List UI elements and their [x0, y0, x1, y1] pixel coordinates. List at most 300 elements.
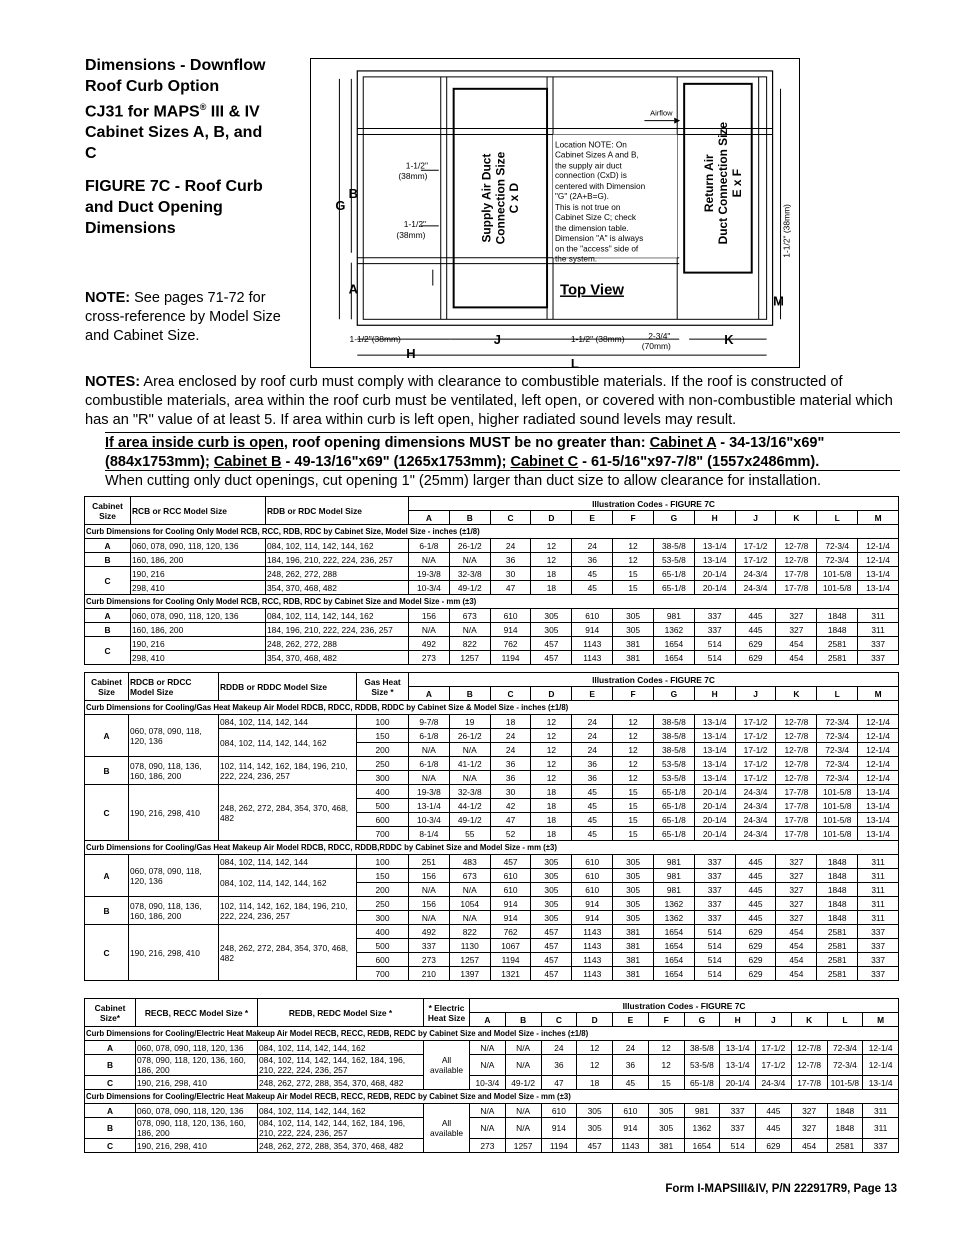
- table-cell: C: [85, 785, 129, 841]
- svg-text:2-3/4": 2-3/4": [648, 331, 671, 342]
- table-cell: 327: [776, 869, 817, 883]
- table-cell: F: [613, 511, 654, 525]
- table-cell: 078, 090, 118, 120, 136, 160, 186, 200: [136, 1118, 258, 1139]
- table-cell: 190, 216, 298, 410: [136, 1076, 258, 1090]
- table-cell: 454: [776, 939, 817, 953]
- table-cell: 12-1/4: [858, 553, 899, 567]
- table-cell: 914: [490, 623, 531, 637]
- table-cell: 53-5/8: [684, 1055, 720, 1076]
- table-cell: 15: [613, 799, 654, 813]
- svg-text:1-1/2" (38mm): 1-1/2" (38mm): [570, 334, 625, 345]
- table-cell: 32-3/8: [449, 785, 490, 799]
- table-cell: K: [776, 511, 817, 525]
- table-cell: N/A: [449, 883, 490, 897]
- table-cell: 914: [572, 911, 613, 925]
- table-cell: 36: [541, 1055, 577, 1076]
- table-cell: B: [85, 1118, 136, 1139]
- table-cell: 45: [572, 827, 613, 841]
- table-row: [85, 715, 899, 729]
- svg-text:(38mm): (38mm): [398, 171, 428, 182]
- svg-text:Airflow: Airflow: [650, 108, 673, 118]
- table-cell: 381: [648, 1139, 684, 1153]
- svg-text:connection (CxD) is: connection (CxD) is: [555, 171, 627, 181]
- table-cell: 12: [648, 1041, 684, 1055]
- table-cell: 156: [409, 609, 450, 623]
- table-cell: 17-1/2: [735, 743, 776, 757]
- table-cell: 184, 196, 210, 222, 224, 236, 257: [266, 623, 409, 637]
- table-cell: 629: [735, 925, 776, 939]
- table-cell: 1362: [653, 897, 694, 911]
- table-cell: 327: [776, 609, 817, 623]
- table-cell: 305: [531, 897, 572, 911]
- label-j: J: [493, 332, 501, 348]
- table-cell: 6-1/8: [409, 757, 450, 771]
- notes-paragraph: NOTES: Area enclosed by roof curb must comply with clearance to combustible materials. If the roof is constructed of combustible materials, area within the roof curb must be ventilated, left open, or covered with non-combustible material which has an "R" value of at least 5. If area within curb is left open, higher radiated sound levels may result.: [85, 374, 893, 428]
- table-cell: 914: [572, 623, 613, 637]
- table-cell: 190, 216, 298, 410: [129, 925, 219, 981]
- table-cell: 12-1/4: [863, 1041, 899, 1055]
- table-cell: N/A: [409, 883, 450, 897]
- label-k: K: [724, 332, 734, 348]
- table-cell: 45: [572, 785, 613, 799]
- table-cell: N/A: [505, 1104, 541, 1118]
- table-cell: 084, 102, 114, 142, 144, 162: [219, 869, 357, 897]
- table-cell: 445: [756, 1118, 792, 1139]
- table-cell: 13-1/4: [858, 581, 899, 595]
- table-cell: 610: [572, 855, 613, 869]
- table-cell: 24-3/4: [735, 581, 776, 595]
- table-cell: 38-5/8: [653, 539, 694, 553]
- table-cell: 17-1/2: [735, 757, 776, 771]
- table-cell: 12: [648, 1055, 684, 1076]
- table-cell: 337: [858, 939, 899, 953]
- table-cell: 311: [858, 883, 899, 897]
- table-cell: 24: [572, 743, 613, 757]
- table-cell: 311: [858, 609, 899, 623]
- return-duct-label: [702, 122, 744, 245]
- table-cell: 084, 102, 114, 142, 144, 162, 184, 196, 210, 222, 224, 236, 257: [258, 1055, 424, 1076]
- table-cell: 300: [357, 911, 409, 925]
- table-cell: 673: [449, 609, 490, 623]
- table-cell: 12: [613, 743, 654, 757]
- table-cell: 17-1/2: [735, 715, 776, 729]
- table-cell: 2581: [817, 953, 858, 967]
- table-cell: 13-1/4: [858, 785, 899, 799]
- table-cell: 200: [357, 883, 409, 897]
- table-cell: 36: [490, 771, 531, 785]
- table-row: [85, 609, 899, 623]
- top-view-label: Top View: [559, 282, 624, 299]
- table-cell: 45: [572, 813, 613, 827]
- table-cell: A: [85, 1104, 136, 1118]
- table-cell: J: [735, 687, 776, 701]
- table-cell: 445: [735, 609, 776, 623]
- table-row: [85, 581, 899, 595]
- table-cell: 12: [531, 715, 572, 729]
- table-cell: 13-1/4: [694, 757, 735, 771]
- table-cell: 6-1/8: [409, 729, 450, 743]
- table-cell: 610: [490, 869, 531, 883]
- table-cell: 24: [541, 1041, 577, 1055]
- table-cell: L: [817, 687, 858, 701]
- table-cell: 337: [694, 609, 735, 623]
- table-cell: 190, 216: [131, 567, 266, 581]
- table-cell: 311: [858, 897, 899, 911]
- table-cell: 12: [613, 771, 654, 785]
- table-cell: F: [613, 687, 654, 701]
- svg-text:C x D: C x D: [507, 182, 522, 214]
- table-cell: 2581: [817, 939, 858, 953]
- table-cell: 1654: [653, 637, 694, 651]
- table-cell: 337: [694, 869, 735, 883]
- table-cell: 629: [735, 637, 776, 651]
- table-cell: 629: [756, 1139, 792, 1153]
- table-cell: 15: [613, 785, 654, 799]
- table-cell: 18: [531, 799, 572, 813]
- table-cell: 445: [735, 623, 776, 637]
- table-cell: 084, 102, 114, 142, 144, 162, 184, 196, 210, 222, 224, 236, 257: [258, 1118, 424, 1139]
- table-cell: 24: [490, 743, 531, 757]
- table-cell: 24: [490, 729, 531, 743]
- table-cell: 36: [613, 1055, 649, 1076]
- table-row: [85, 1076, 899, 1090]
- table-cell: B: [85, 553, 131, 567]
- table-cell: H: [694, 511, 735, 525]
- table-cell: 454: [776, 637, 817, 651]
- table-cell: 445: [735, 897, 776, 911]
- table-cell: 248, 262, 272, 284, 354, 370, 468, 482: [219, 925, 357, 981]
- table-cell: 12: [531, 743, 572, 757]
- table-cell: 17-1/2: [735, 553, 776, 567]
- figure-title: FIGURE 7C - Roof Curb and Duct Opening Dimensions: [85, 178, 263, 237]
- table-cell: 311: [858, 855, 899, 869]
- table-cell: C: [85, 925, 129, 981]
- table-cell: 514: [694, 953, 735, 967]
- table-cell: 1654: [653, 651, 694, 665]
- table-cell: 101-5/8: [827, 1076, 863, 1090]
- table-cell: 12: [531, 771, 572, 785]
- table-cell: 060, 078, 090, 118, 120, 136: [129, 855, 219, 897]
- table-cell: 445: [756, 1104, 792, 1118]
- table-cell: M: [858, 687, 899, 701]
- table-cell: 337: [694, 855, 735, 869]
- table-cell: N/A: [449, 623, 490, 637]
- table-cell: N/A: [505, 1055, 541, 1076]
- table-cell: C: [85, 1139, 136, 1153]
- page-title: Dimensions - Downflow Roof Curb Option CJ31 for MAPS® III & IV Cabinet Sizes A, B, and C: [85, 57, 266, 163]
- table-cell: 2581: [827, 1139, 863, 1153]
- table-cell: 20-1/4: [720, 1076, 756, 1090]
- table-cell: 305: [613, 609, 654, 623]
- table-cell: 400: [357, 785, 409, 799]
- table-cell: 084, 102, 114, 142, 144: [219, 855, 357, 869]
- table-cell: B: [85, 1055, 136, 1076]
- table-cell: 19: [449, 715, 490, 729]
- table-cell: 1143: [572, 651, 613, 665]
- table-cell: 822: [449, 637, 490, 651]
- table-cell: 24: [572, 729, 613, 743]
- table-cell: 13-1/4: [863, 1076, 899, 1090]
- table-cell: 17-7/8: [776, 581, 817, 595]
- table-cell: 454: [776, 967, 817, 981]
- table-cell: 72-3/4: [817, 553, 858, 567]
- table-cell: 354, 370, 468, 482: [266, 581, 409, 595]
- table-cell: 190, 216, 298, 410: [136, 1139, 258, 1153]
- table-cell: 12-1/4: [858, 539, 899, 553]
- table-cell: A: [85, 855, 129, 897]
- table-cell: B: [449, 511, 490, 525]
- table-cell: 20-1/4: [694, 827, 735, 841]
- svg-text:Dimension "A" is always: Dimension "A" is always: [555, 233, 644, 243]
- table-cell: N/A: [409, 743, 450, 757]
- table-cell: 084, 102, 114, 142, 144, 162: [258, 1041, 424, 1055]
- table-cell: N/A: [449, 911, 490, 925]
- table-cell: 1654: [653, 925, 694, 939]
- table-cell: C: [85, 1076, 136, 1090]
- table-cell: 1067: [490, 939, 531, 953]
- table-cell: 72-3/4: [817, 757, 858, 771]
- table-cell: 337: [694, 897, 735, 911]
- table-cell: 1362: [684, 1118, 720, 1139]
- table-cell: C: [541, 1013, 577, 1027]
- table-cell: N/A: [470, 1041, 506, 1055]
- table-cell: 914: [490, 911, 531, 925]
- table-cell: N/A: [470, 1055, 506, 1076]
- table-cell: 45: [572, 799, 613, 813]
- table-cell: 184, 196, 210, 222, 224, 236, 257: [266, 553, 409, 567]
- table-cell: 49-1/2: [449, 581, 490, 595]
- table-cell: 492: [409, 637, 450, 651]
- table-cell: 20-1/4: [694, 567, 735, 581]
- table-cell: All available: [424, 1041, 470, 1090]
- table-cell: 17-7/8: [776, 827, 817, 841]
- table-cell: 47: [490, 813, 531, 827]
- svg-text:1-1/2": 1-1/2": [405, 160, 429, 171]
- table-cell: 914: [490, 897, 531, 911]
- table-cell: B: [85, 623, 131, 637]
- table-cell: 18: [531, 813, 572, 827]
- table-cell: 101-5/8: [817, 813, 858, 827]
- table-cell: 1054: [449, 897, 490, 911]
- table-cell: 305: [613, 883, 654, 897]
- table-cell: 337: [858, 651, 899, 665]
- table-cell: 13-1/4: [409, 799, 450, 813]
- table-row: [85, 1139, 899, 1153]
- table-cell: 2581: [817, 637, 858, 651]
- table-cell: 36: [572, 553, 613, 567]
- table-row: [85, 785, 899, 799]
- table-cell: 12: [531, 729, 572, 743]
- table-cell: 15: [613, 827, 654, 841]
- table-cell: 1257: [449, 651, 490, 665]
- table-cell: 101-5/8: [817, 799, 858, 813]
- table-cell: 457: [490, 855, 531, 869]
- table-cell: 18: [577, 1076, 613, 1090]
- table-cell: 305: [531, 869, 572, 883]
- table-cell: 38-5/8: [653, 729, 694, 743]
- svg-text:Supply Air Duct: Supply Air Duct: [479, 153, 494, 243]
- table-cell: 9-7/8: [409, 715, 450, 729]
- table-cell: 762: [490, 637, 531, 651]
- table-cell: N/A: [505, 1118, 541, 1139]
- table-cell: 12-1/4: [858, 743, 899, 757]
- table-cell: 610: [541, 1104, 577, 1118]
- table-cell: N/A: [470, 1118, 506, 1139]
- table-cell: 24-3/4: [735, 799, 776, 813]
- svg-text:Cabinet Size C; check: Cabinet Size C; check: [555, 212, 637, 222]
- label-h: H: [406, 346, 416, 362]
- table-cell: 17-1/2: [735, 729, 776, 743]
- table-cell: 72-3/4: [827, 1055, 863, 1076]
- table-cell: 629: [735, 953, 776, 967]
- table-cell: B: [85, 897, 129, 925]
- table-cell: 17-7/8: [791, 1076, 827, 1090]
- table-row: [85, 1118, 899, 1139]
- table-cell: 610: [490, 883, 531, 897]
- table-cell: A: [409, 511, 450, 525]
- table-cell: 445: [735, 855, 776, 869]
- table-cell: 53-5/8: [653, 771, 694, 785]
- table-cell: 24-3/4: [735, 827, 776, 841]
- table-cell: 500: [357, 799, 409, 813]
- table-cell: L: [827, 1013, 863, 1027]
- table-cell: E: [572, 687, 613, 701]
- table-cell: 251: [409, 855, 450, 869]
- table-cell: 610: [490, 609, 531, 623]
- svg-text:This is not true on: This is not true on: [555, 203, 621, 213]
- table-cell: 13-1/4: [720, 1055, 756, 1076]
- table-cell: 12-7/8: [776, 743, 817, 757]
- table-cell: 13-1/4: [694, 729, 735, 743]
- table-cell: 483: [449, 855, 490, 869]
- table-cell: 10-3/4: [470, 1076, 506, 1090]
- table-cell: C: [85, 637, 131, 665]
- table-cell: 610: [572, 609, 613, 623]
- table-cell: 327: [791, 1104, 827, 1118]
- svg-text:on the "access" side of: on the "access" side of: [555, 244, 639, 254]
- table-cell: 65-1/8: [653, 581, 694, 595]
- table-cell: B: [85, 757, 129, 785]
- roof-curb-diagram: [310, 58, 800, 368]
- table-cell: 514: [694, 925, 735, 939]
- table-cell: 078, 090, 118, 120, 136, 160, 186, 200: [136, 1055, 258, 1076]
- table-cell: 514: [694, 967, 735, 981]
- table-cell: 100: [357, 715, 409, 729]
- table-cell: 12-7/8: [791, 1055, 827, 1076]
- table-cell: 914: [541, 1118, 577, 1139]
- table-cell: 981: [653, 883, 694, 897]
- table-cell: 610: [613, 1104, 649, 1118]
- table-cell: 12: [577, 1055, 613, 1076]
- table-cell: 24: [572, 539, 613, 553]
- table-cell: 160, 186, 200: [131, 553, 266, 567]
- table-cell: 084, 102, 114, 142, 144, 162: [266, 609, 409, 623]
- table-cell: 514: [694, 651, 735, 665]
- table-cell: 72-3/4: [817, 729, 858, 743]
- table-row: [85, 925, 899, 939]
- table-cell: 160, 186, 200: [131, 623, 266, 637]
- table-cell: 060, 078, 090, 118, 120, 136: [131, 539, 266, 553]
- table-cell: 10-3/4: [409, 813, 450, 827]
- table-row: [85, 637, 899, 651]
- table-row: [85, 757, 899, 771]
- table-cell: 1130: [449, 939, 490, 953]
- table-cell: 1362: [653, 911, 694, 925]
- table-cell: 084, 102, 114, 142, 144, 162: [219, 729, 357, 757]
- table-cell: 457: [531, 637, 572, 651]
- table-cell: 981: [653, 609, 694, 623]
- svg-text:centered with Dimension: centered with Dimension: [555, 182, 646, 192]
- table-cell: 273: [470, 1139, 506, 1153]
- table-cell: 36: [490, 757, 531, 771]
- table-cell: 457: [531, 953, 572, 967]
- table-cell: 305: [613, 855, 654, 869]
- table-cell: 981: [684, 1104, 720, 1118]
- table-cell: M: [858, 511, 899, 525]
- table-cell: N/A: [409, 911, 450, 925]
- table-cell: 18: [490, 715, 531, 729]
- table-cell: 445: [735, 883, 776, 897]
- table-cell: 400: [357, 925, 409, 939]
- table-cell: 156: [409, 897, 450, 911]
- table-cell: 17-7/8: [776, 799, 817, 813]
- table-cell: 457: [531, 925, 572, 939]
- table-cell: 65-1/8: [653, 799, 694, 813]
- table-cell: 12-7/8: [776, 771, 817, 785]
- table-cell: 18: [531, 567, 572, 581]
- label-b: B: [348, 186, 358, 202]
- table-cell: 305: [577, 1104, 613, 1118]
- table-cell: 72-3/4: [817, 771, 858, 785]
- table-cell: 13-1/4: [858, 827, 899, 841]
- table-cell: 248, 262, 272, 288, 354, 370, 468, 482: [258, 1076, 424, 1090]
- table-cell: 30: [490, 785, 531, 799]
- table-cell: 24-3/4: [735, 813, 776, 827]
- table-cell: L: [817, 511, 858, 525]
- table-cell: 1397: [449, 967, 490, 981]
- table-cell: 1848: [817, 897, 858, 911]
- table-cell: 337: [863, 1139, 899, 1153]
- table-cell: All available: [424, 1104, 470, 1153]
- table-cell: 454: [776, 953, 817, 967]
- table-cell: 12: [531, 757, 572, 771]
- page-footer: Form I-MAPSIII&IV, P/N 222917R9, Page 13: [665, 1183, 897, 1195]
- table-cell: 500: [357, 939, 409, 953]
- table-cell: 17-1/2: [735, 539, 776, 553]
- table-cell: 17-7/8: [776, 785, 817, 799]
- table-cell: A: [409, 687, 450, 701]
- table-cell: 305: [648, 1118, 684, 1139]
- table-cell: 700: [357, 827, 409, 841]
- table-cell: 514: [694, 637, 735, 651]
- table-cell: 101-5/8: [817, 567, 858, 581]
- table-cell: 060, 078, 090, 118, 120, 136: [131, 609, 266, 623]
- table-cell: 13-1/4: [694, 743, 735, 757]
- table-cell: 36: [572, 771, 613, 785]
- table-cell: 101-5/8: [817, 785, 858, 799]
- table-cell: 15: [613, 567, 654, 581]
- svg-text:E x F: E x F: [729, 168, 744, 198]
- table-cell: 24: [572, 715, 613, 729]
- table-cell: 337: [694, 623, 735, 637]
- table-row: [85, 651, 899, 665]
- table-cell: B: [505, 1013, 541, 1027]
- table-cell: 311: [863, 1104, 899, 1118]
- table-cell: 492: [409, 925, 450, 939]
- table-cell: 610: [572, 869, 613, 883]
- cross-reference-note: NOTE: See pages 71-72 for cross-reference by Model Size and Cabinet Size.: [85, 290, 281, 344]
- svg-text:Cabinet Sizes A and B,: Cabinet Sizes A and B,: [555, 150, 639, 160]
